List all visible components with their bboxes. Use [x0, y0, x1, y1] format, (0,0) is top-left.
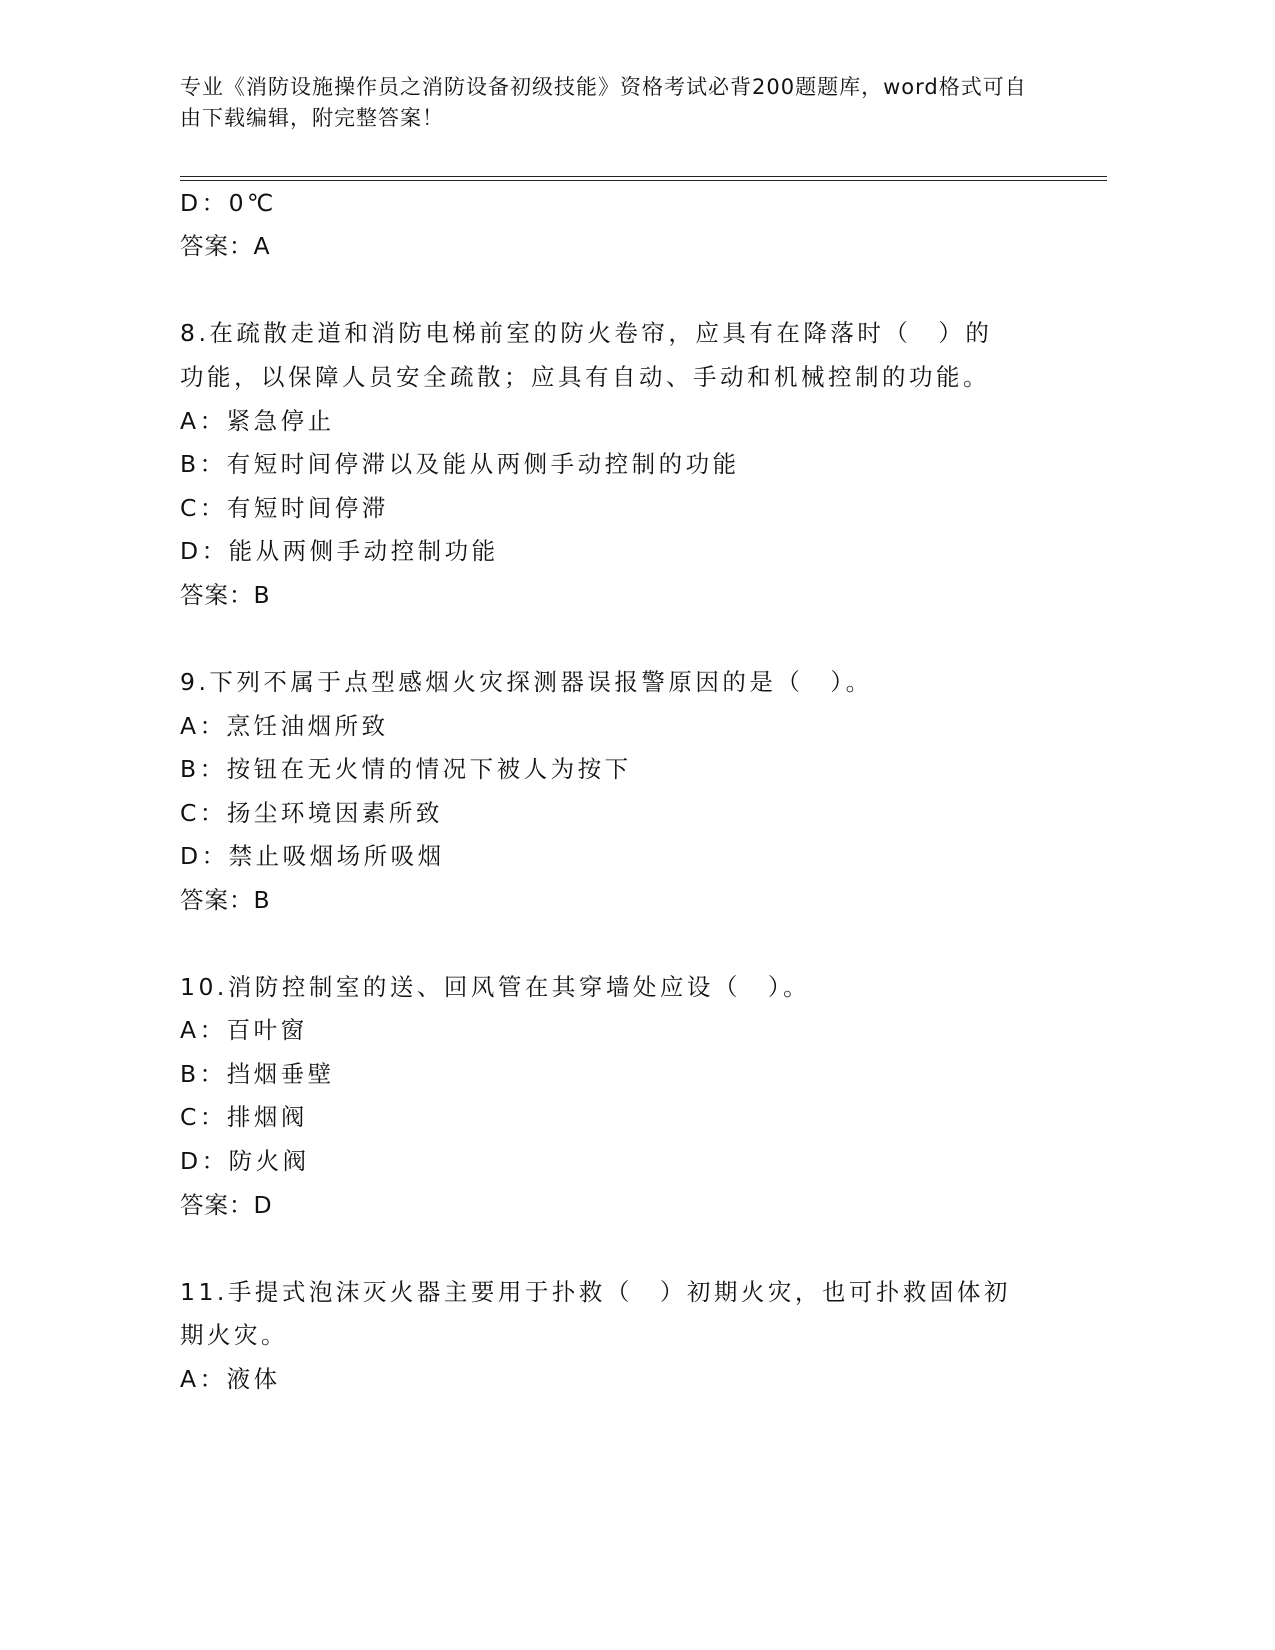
question-11-option-a: A：液体: [180, 1365, 281, 1393]
question-10-option-b: B：挡烟垂壁: [180, 1060, 335, 1088]
question-8-stem-line2: 功能，以保障人员安全疏散；应具有自动、手动和机械控制的功能。: [180, 363, 990, 391]
question-10-option-a: A：百叶窗: [180, 1016, 308, 1044]
question-8-option-d: D：能从两侧手动控制功能: [180, 537, 499, 565]
question-8-answer: 答案：B: [180, 581, 271, 609]
header-divider: [180, 176, 1107, 181]
question-8-option-b: B：有短时间停滞以及能从两侧手动控制的功能: [180, 450, 740, 478]
question-8-stem-line1: 8.在疏散走道和消防电梯前室的防火卷帘，应具有在降落时（ ）的: [180, 319, 993, 347]
question-10-answer: 答案：D: [180, 1191, 273, 1219]
question-9-answer: 答案：B: [180, 886, 271, 914]
question-11-stem-line2: 期火灾。: [180, 1321, 288, 1349]
question-11-stem-line1: 11.手提式泡沫灭火器主要用于扑救（ ）初期火灾，也可扑救固体初: [180, 1278, 1011, 1306]
question-10-option-d: D：防火阀: [180, 1147, 310, 1175]
document-header: 专业《消防设施操作员之消防设备初级技能》资格考试必背200题题库，word格式可自由下载编辑，附完整答案！: [180, 75, 1027, 130]
question-9-option-c: C：扬尘环境因素所致: [180, 799, 443, 827]
question-10-option-c: C：排烟阀: [180, 1103, 308, 1131]
question-10-stem: 10.消防控制室的送、回风管在其穿墙处应设（ ）。: [180, 973, 811, 1001]
question-9-stem: 9.下列不属于点型感烟火灾探测器误报警原因的是（ ）。: [180, 668, 873, 696]
option-d: D：0℃: [180, 189, 277, 217]
question-9-option-a: A：烹饪油烟所致: [180, 712, 389, 740]
answer-line: 答案：A: [180, 232, 271, 260]
question-9-option-b: B：按钮在无火情的情况下被人为按下: [180, 755, 632, 783]
question-8-option-a: A：紧急停止: [180, 407, 335, 435]
question-9-option-d: D：禁止吸烟场所吸烟: [180, 842, 445, 870]
question-8-option-c: C：有短时间停滞: [180, 494, 389, 522]
